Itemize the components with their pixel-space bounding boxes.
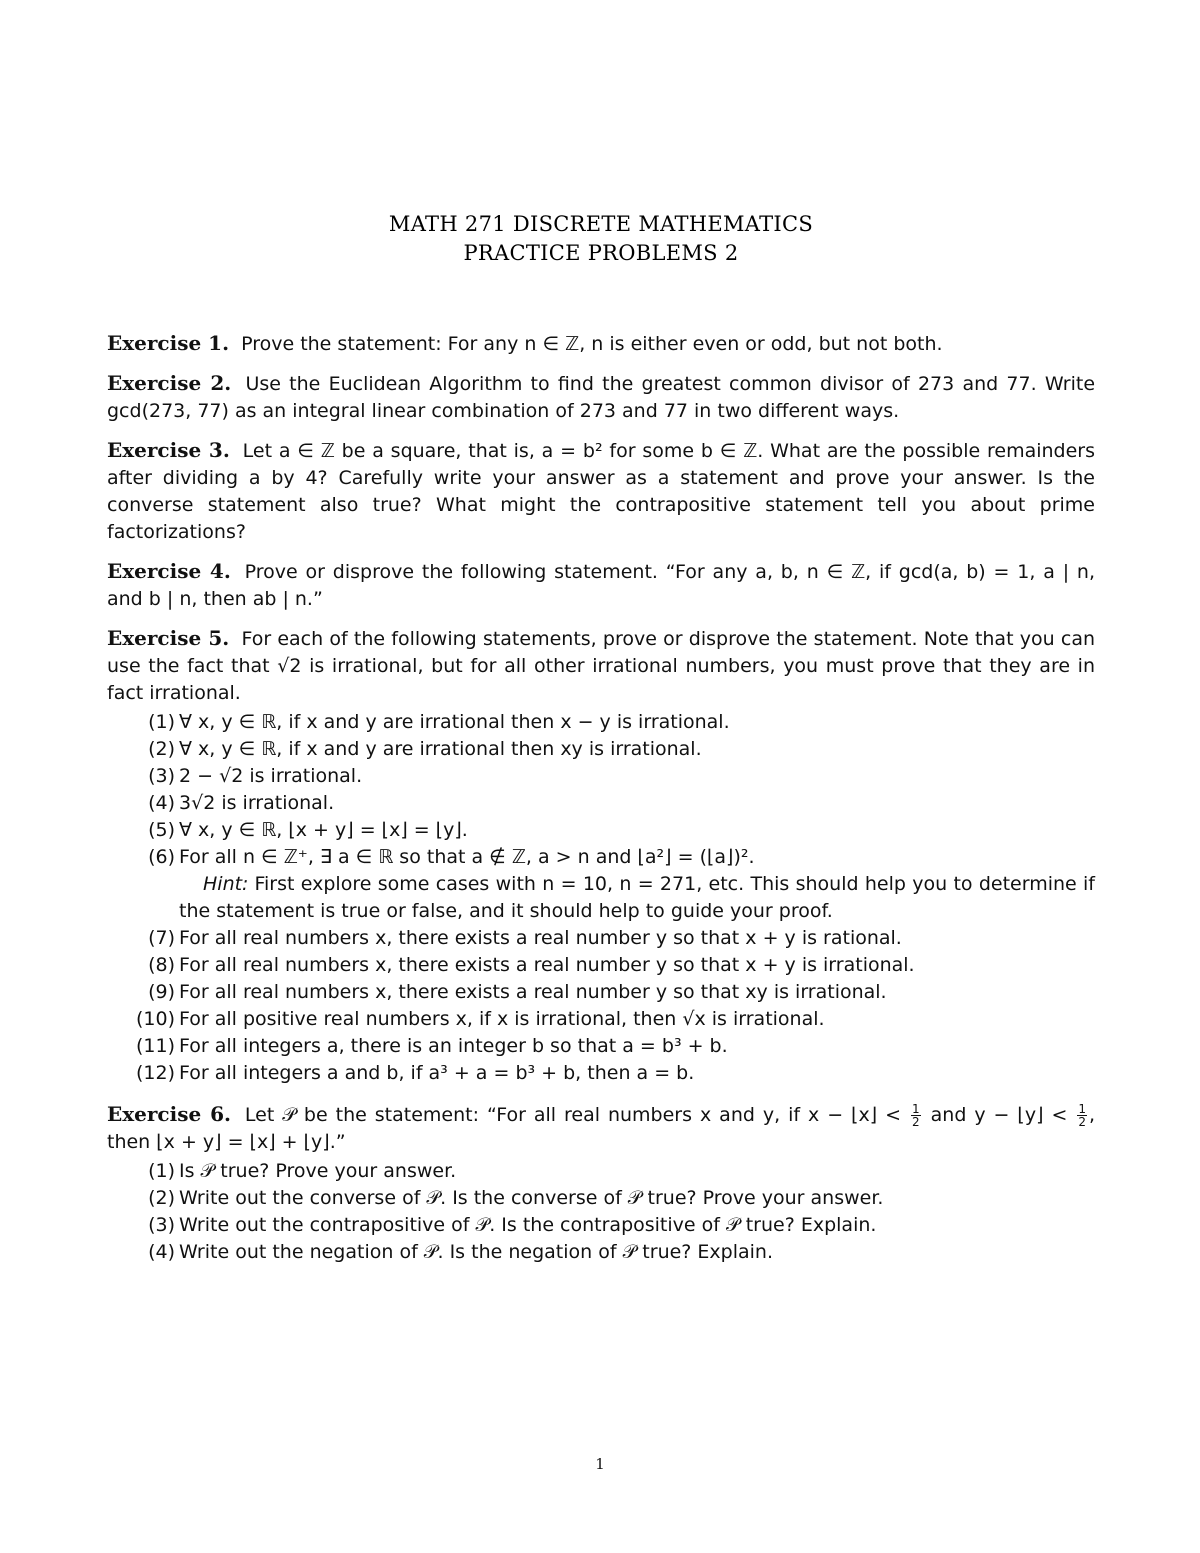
list-item: (3) 2 − √2 is irrational. [148,765,363,787]
list-item: (4) 3√2 is irrational. [148,792,335,814]
list-item: (2) ∀ x, y ∈ ℝ, if x and y are irrational then xy is irrational. [148,738,702,760]
exercise-5-list [107,709,1095,871]
exercise-label: Exercise 2. [107,371,232,395]
list-item: (7) For all real numbers x, there exists a real number y so that x + y is rational. [148,927,902,949]
list-item: (1) Is 𝒫 true? Prove your answer. [148,1160,457,1182]
exercise-label: Exercise 1. [107,331,230,355]
course-title: MATH 271 DISCRETE MATHEMATICS [388,212,814,236]
exercise-label: Exercise 4. [107,559,231,583]
list-item: (11) For all integers a, there is an integer b so that a = b³ + b. [135,1035,728,1057]
list-item: (1) ∀ x, y ∈ ℝ, if x and y are irrational then x − y is irrational. [148,711,730,733]
exercise-2 [107,370,1095,425]
list-item: (8) For all real numbers x, there exists a real number y so that x + y is irrational. [148,954,915,976]
list-item: (3) Write out the contrapositive of 𝒫. Is the contrapositive of 𝒫 true? Explain. [148,1214,877,1236]
title-block [107,210,1095,268]
exercise-text: For each of the following statements, prove or disprove the statement. Note that you can use the fact that √2 is irrational, but for all other irrational numbers, you must prove that they are in fact irrational. [107,628,1096,704]
fraction-one-half: $\frac{1}{2}$ [1078,1102,1086,1129]
list-item: (5) ∀ x, y ∈ ℝ, ⌊x + y⌋ = ⌊x⌋ = ⌊y⌋. [148,819,468,841]
list-item: (6) For all n ∈ ℤ⁺, ∃ a ∈ ℝ so that a ∉ ℤ, a > n and ⌊a²⌋ = (⌊a⌋)². [148,846,755,868]
exercise-1 [107,330,1095,358]
hint-label: Hint: [203,873,249,895]
list-item: (10) For all positive real numbers x, if x is irrational, then √x is irrational. [135,1008,825,1030]
problem-set-title: PRACTICE PROBLEMS 2 [463,241,739,265]
exercise-6-list [107,1158,1095,1266]
exercise-label: Exercise 6. [107,1102,231,1126]
exercise-text: Prove the statement: For any n ∈ ℤ, n is either even or odd, but not both. [241,333,943,355]
exercise-6 [107,1101,1095,1156]
page-number: 1 [595,1455,605,1473]
list-item: (12) For all integers a and b, if a³ + a = b³ + b, then a = b. [135,1062,695,1084]
exercise-5 [107,625,1095,707]
hint-text: First explore some cases with n = 10, n = 271, etc. This should help you to determine if the statement is true or false, and it should help to guide your proof. [179,873,1095,922]
exercise-5-list-continued [107,925,1095,1087]
exercise-4 [107,558,1095,613]
list-item: (2) Write out the converse of 𝒫. Is the converse of 𝒫 true? Prove your answer. [148,1187,884,1209]
exercise-text-before: Let 𝒫 be the statement: “For all real numbers x and y, if x − ⌊x⌋ < [244,1104,902,1126]
exercise-3 [107,437,1095,546]
exercise-text-after: , then ⌊x + y⌋ = ⌊x⌋ + ⌊y⌋.” [107,1104,1096,1153]
document-page [107,210,1095,1280]
list-item: (9) For all real numbers x, there exists a real number y so that xy is irrational. [148,981,887,1003]
exercise-text: Let a ∈ ℤ be a square, that is, a = b² for some b ∈ ℤ. What are the possible remainders after dividing a by 4? Carefully write your answer as a statement and prove your answer. Is the converse statement also true? What might the contrapositive statement tell you about prime factorizations? [107,440,1096,543]
list-item: (4) Write out the negation of 𝒫. Is the negation of 𝒫 true? Explain. [148,1241,774,1263]
fraction-one-half: $\frac{1}{2}$ [912,1102,920,1129]
exercise-text: Prove or disprove the following statement. “For any a, b, n ∈ ℤ, if gcd(a, b) = 1, a | n, and b | n, then ab | n.” [107,561,1095,610]
exercise-label: Exercise 3. [107,438,230,462]
exercise-text-mid: and y − ⌊y⌋ < [930,1104,1068,1126]
hint-paragraph [107,871,1095,925]
exercise-text: Use the Euclidean Algorithm to find the greatest common divisor of 273 and 77. Write gcd(273, 77) as an integral linear combination of 273 and 77 in two different ways. [107,373,1096,422]
exercise-label: Exercise 5. [107,626,230,650]
